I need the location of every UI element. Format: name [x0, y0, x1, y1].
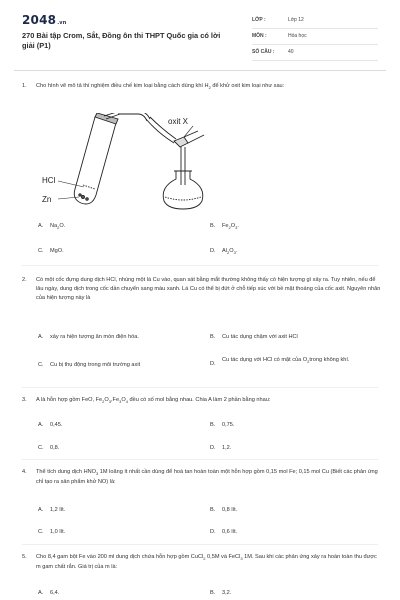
question-number: 1. [22, 83, 27, 89]
option-text: Cu tác dụng chậm với axit HCl [222, 334, 298, 340]
question-divider [22, 265, 378, 266]
option-label: A. [38, 590, 44, 596]
option-label: C. [38, 248, 44, 254]
option-b[interactable] [210, 222, 239, 232]
option-label: D. [210, 529, 216, 535]
question-5 [22, 553, 382, 572]
option-text: 0,8. [50, 445, 60, 451]
option-text: 0,75. [222, 422, 235, 428]
option-c[interactable] [38, 444, 59, 453]
option-label: B. [210, 223, 216, 229]
option-text: 1,2 lít. [50, 507, 66, 513]
meta-value: Lớp 12 [288, 17, 304, 23]
question-divider [22, 387, 378, 388]
option-text: $Fe_2O_3$. [222, 223, 239, 231]
option-a[interactable] [38, 421, 62, 430]
option-d[interactable] [210, 528, 237, 537]
question-2 [22, 276, 382, 303]
meta-key: MÔN : [252, 33, 267, 39]
question-stem: A là hỗn hợp gồm FeO, $Fe_2O_3,Fe_3O_4$ đều có số mol bằng nhau. Chia A làm 2 phần bằng nhau: [36, 397, 271, 405]
option-text: 0,45. [50, 422, 63, 428]
option-text: Cu bị thụ động trong môi trường axit [50, 362, 141, 368]
site-logo[interactable] [22, 13, 67, 27]
option-a[interactable] [38, 506, 65, 515]
option-c[interactable] [38, 361, 140, 370]
option-label: A. [38, 422, 44, 428]
meta-row-count [252, 45, 378, 61]
option-text: MgO. [50, 248, 64, 254]
option-b[interactable] [210, 333, 298, 342]
question-stem: Có một cốc đựng dung dịch HCl, nhúng một lá Cu vào, quan sát bằng mắt thường không thấy có hiện tượng gì xảy ra. Tuy nhiên, nếu để lâu ngày, dung dịch trong cốc dần chuyển sang màu xanh. Lá Cu có thể bị đứt ở chỗ tiếp xúc với bề mặt thoáng của cốc axit. Nguyên nhân của hiện tượng này là [36, 277, 381, 301]
option-text: 0,8 lít. [222, 507, 238, 513]
option-label: D. [210, 445, 216, 451]
meta-table [252, 13, 378, 61]
option-label: D. [210, 361, 216, 367]
meta-row-class [252, 13, 378, 29]
question-number: 3. [22, 397, 27, 403]
meta-key: LỚP : [252, 17, 266, 23]
option-d[interactable] [210, 355, 370, 369]
option-label: C. [38, 529, 44, 535]
header-divider [14, 70, 386, 71]
logo-suffix: .vn [57, 20, 67, 26]
option-label: A. [38, 334, 44, 340]
meta-value: 40 [288, 49, 294, 55]
option-text: 1,2. [222, 445, 232, 451]
option-label: B. [210, 507, 216, 513]
option-b[interactable] [210, 506, 237, 515]
option-text: $Al_2O_3$. [222, 248, 238, 256]
question-1 [22, 82, 382, 92]
question-number: 4. [22, 469, 27, 475]
oxit-label: oxit X [168, 117, 189, 126]
option-d[interactable] [210, 247, 237, 257]
logo-text: 2048 [22, 13, 57, 27]
question-stem: Cho hình vẽ mô tả thí nghiệm điều chế kim loại bằng cách dùng khí $H_2$ để khử oxit kim loại như sau: [36, 83, 285, 91]
question-divider [22, 459, 378, 460]
option-c[interactable] [38, 247, 64, 256]
question-stem: Cho 8,4 gam bột Fe vào 200 ml dung dịch chứa hỗn hợp gồm CuCl$_2$ 0,5M và FeCl$_3$ 1M. Sau khi các phản ứng xảy ra hoàn toàn thu được m gam chất rắn. Giá trị của m là: [36, 554, 377, 571]
option-a[interactable] [38, 589, 59, 598]
option-text: xảy ra hiện tượng ăn mòn điện hóa. [50, 334, 139, 340]
option-label: C. [38, 445, 44, 451]
option-text: 0,6 lít. [222, 529, 238, 535]
option-d[interactable] [210, 444, 231, 453]
option-text: Cu tác dụng với HCl có mặt của $O_2trong$ không khí. [222, 357, 350, 365]
question-stem: Thể tích dung dịch $HNO_3$ 1M loãng ít nhất cần dùng để hoà tan hoàn toàn một hỗn hợp gồm 0,15 mol Fe; 0,15 mol Cu (Biết các phản ứng chỉ tạo ra sản phẩm khử NO) là: [36, 469, 378, 486]
option-label: C. [38, 362, 44, 368]
option-text: 6,4. [50, 590, 60, 596]
option-a[interactable] [38, 222, 65, 232]
question-number: 5. [22, 554, 27, 560]
meta-key: SỐ CÂU : [252, 49, 275, 55]
option-text: $Na_2O$. [50, 223, 66, 231]
option-label: B. [210, 334, 216, 340]
hcl-label: HCl [42, 176, 56, 185]
meta-value: Hóa học [288, 33, 307, 39]
option-c[interactable] [38, 528, 65, 537]
option-label: B. [210, 590, 216, 596]
option-b[interactable] [210, 421, 234, 430]
option-text: 1,0 lít. [50, 529, 66, 535]
option-label: A. [38, 507, 44, 513]
option-b[interactable] [210, 589, 231, 598]
option-label: A. [38, 223, 44, 229]
option-a[interactable] [38, 333, 139, 342]
option-text: 3,2. [222, 590, 232, 596]
option-label: D. [210, 248, 216, 254]
zn-label: Zn [42, 195, 52, 204]
question-divider [22, 544, 378, 545]
option-label: B. [210, 422, 216, 428]
question-number: 2. [22, 277, 27, 283]
question-3 [22, 396, 382, 406]
document-title: 270 Bài tập Crom, Sắt, Đồng ôn thi THPT Quốc gia có lời giải (P1) [22, 31, 221, 50]
meta-row-subject [252, 29, 378, 45]
experiment-diagram [38, 113, 228, 213]
question-4 [22, 468, 382, 487]
